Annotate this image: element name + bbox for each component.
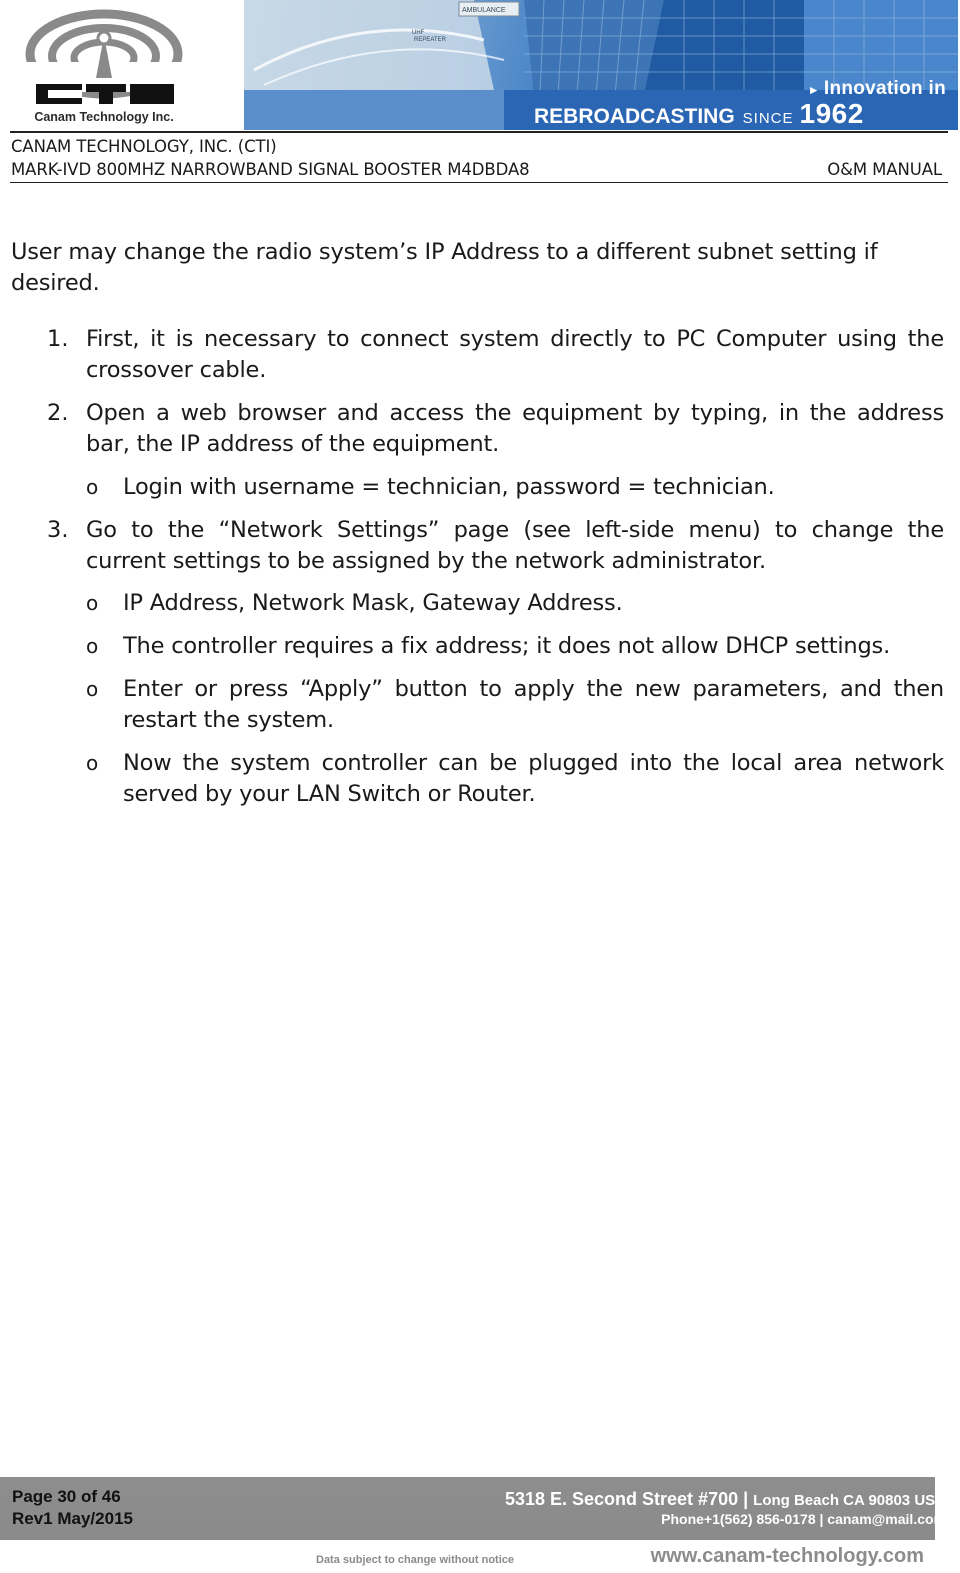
step-number: 1. <box>47 326 69 352</box>
step-text: Go to the “Network Settings” page (see left-side menu) to change the current settings to be assigned by the network administrator. <box>86 517 944 574</box>
address-city: Long Beach CA 90803 USA <box>753 1492 946 1509</box>
company-logo <box>18 6 190 128</box>
header-bottom-rule <box>10 182 948 183</box>
step-number: 3. <box>47 517 69 543</box>
bullet-icon: o <box>86 634 99 658</box>
banner-tagline <box>808 78 946 100</box>
logo-caption: Canam Technology Inc. <box>34 110 174 124</box>
manual-type: O&M MANUAL <box>827 160 942 179</box>
sub-item: Now the system controller can be plugged into the local area network served by your LAN Switch or Router. <box>123 750 944 807</box>
sub-item: IP Address, Network Mask, Gateway Address. <box>123 590 623 616</box>
document-title: MARK-IVD 800MHZ NARROWBAND SIGNAL BOOSTER M4DBDA8 <box>11 160 530 179</box>
year-text: 1962 <box>799 98 864 129</box>
intro-paragraph: User may change the radio system’s IP Address to a different subnet setting if desired. <box>11 239 878 296</box>
company-name: CANAM TECHNOLOGY, INC. (CTI) <box>11 137 277 156</box>
sub-item: The controller requires a fix address; it does not allow DHCP settings. <box>123 633 891 659</box>
cti-logo-icon <box>18 6 190 110</box>
sub-item: Login with username = technician, password = technician. <box>123 474 775 500</box>
bullet-icon: o <box>86 751 99 775</box>
bullet-icon: o <box>86 475 99 499</box>
svg-text:AMBULANCE: AMBULANCE <box>462 7 506 14</box>
play-arrow-icon: ► <box>807 83 820 97</box>
page-number: Page 30 of 46 <box>12 1487 121 1506</box>
footer-contact: Phone+1(562) 856-0178 | canam@mail.com <box>661 1511 946 1527</box>
sub-item: Enter or press “Apply” button to apply the new parameters, and then restart the system. <box>123 676 944 733</box>
svg-text:UHF: UHF <box>412 30 425 36</box>
banner-band <box>534 98 864 130</box>
header-banner <box>244 0 958 130</box>
footer-notice: Data subject to change without notice <box>316 1554 515 1566</box>
step-number: 2. <box>47 400 69 426</box>
since-text: SINCE <box>742 110 794 127</box>
header-top-rule <box>10 131 948 133</box>
address-street: 5318 E. Second Street #700 | <box>504 1489 749 1509</box>
footer-address <box>505 1489 946 1510</box>
band-text: REBROADCASTING <box>534 105 735 128</box>
bullet-icon: o <box>86 591 99 615</box>
step-text: Open a web browser and access the equipment by typing, in the address bar, the IP address of the equipment. <box>86 400 944 457</box>
revision-date: Rev1 May/2015 <box>12 1509 133 1528</box>
tagline-text: Innovation in <box>823 78 946 99</box>
step-text: First, it is necessary to connect system directly to PC Computer using the crossover cable. <box>86 326 944 383</box>
bullet-icon: o <box>86 677 99 701</box>
svg-text:REPEATER: REPEATER <box>414 37 446 43</box>
footer-website[interactable]: www.canam-technology.com <box>650 1545 924 1567</box>
